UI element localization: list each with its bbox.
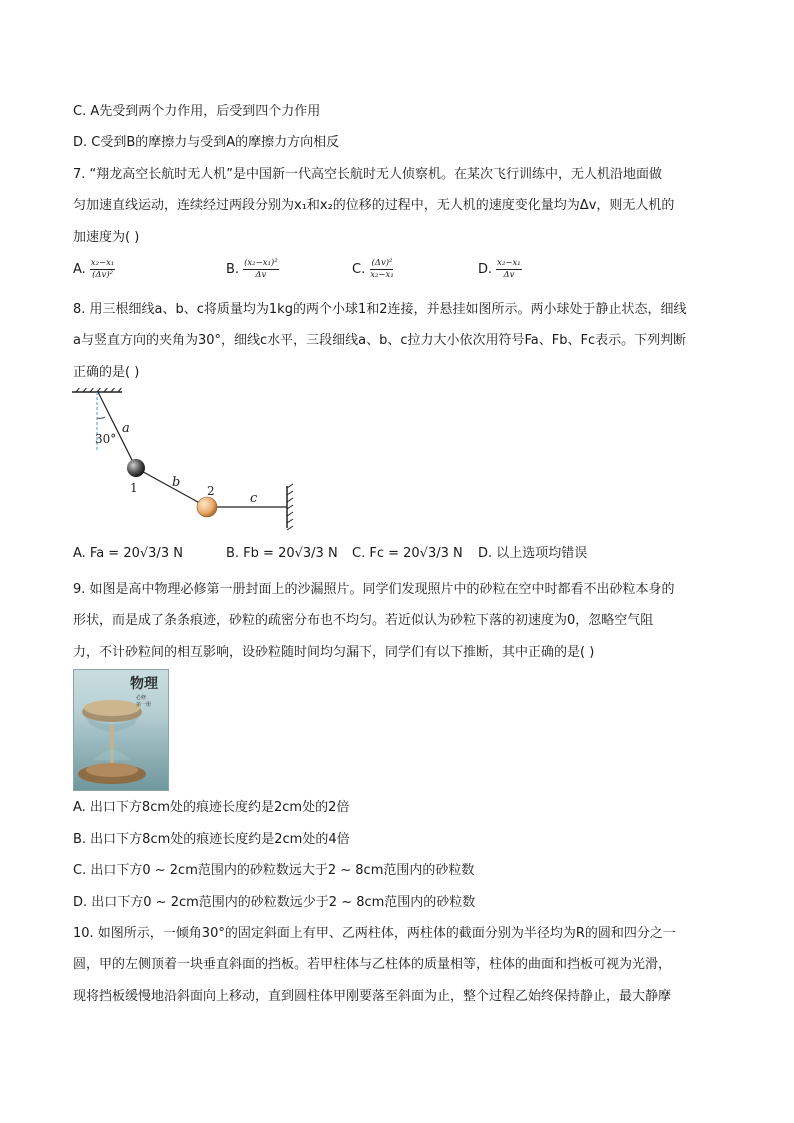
wall-hatch <box>287 484 293 530</box>
q9-stem-line1: 9. 如图是高中物理必修第一册封面上的沙漏照片。同学们发现照片中的砂粒在空中时都看不出砂粒本身的 <box>73 582 675 597</box>
label-a: a <box>122 421 130 436</box>
cover-title: 物理 <box>130 676 158 692</box>
q8-stem-line1: 8. 用三根细线a、b、c将质量均为1kg的两个小球1和2连接，并悬挂如图所示。两小球处于静止状态，细线 <box>73 302 687 317</box>
q7-option-c-fraction <box>369 258 395 281</box>
q7-option-b-label: B. <box>226 262 240 277</box>
q8-option-b: B. Fb = 20√3/3 N <box>226 546 338 561</box>
q8-option-d: D. 以上选项均错误 <box>478 546 588 561</box>
physics-book-cover-image <box>73 669 169 791</box>
q8-option-c: C. Fc = 20√3/3 N <box>352 546 463 561</box>
q7-option-d <box>478 258 522 281</box>
q9-option-b: B. 出口下方8cm处的痕迹长度约是2cm处的4倍 <box>73 832 350 847</box>
q9-stem-line3: 力，不计砂粒间的相互影响，设砂粒随时间均匀漏下，同学们有以下推断，其中正确的是( ) <box>73 645 595 660</box>
q7-stem-line2: 匀加速直线运动，连续经过两段分别为x₁和x₂的位移的过程中，无人机的速度变化量均为Δv，则无人机的 <box>73 198 675 213</box>
q7-option-c-den: x₂−x₁ <box>370 270 394 280</box>
q7-option-b <box>226 258 279 281</box>
q7-option-a-den: (Δv)² <box>92 270 114 280</box>
q9-option-c: C. 出口下方0 ~ 2cm范围内的砂粒数远大于2 ~ 8cm范围内的砂粒数 <box>73 863 475 878</box>
q9-option-a: A. 出口下方8cm处的痕迹长度约是2cm处的2倍 <box>73 800 350 815</box>
q7-option-b-den: Δv <box>255 270 267 280</box>
q7-option-a-label: A. <box>73 262 86 277</box>
q10-stem-line3: 现将挡板缓慢地沿斜面向上移动，直到圆柱体甲刚要落至斜面为止，整个过程乙始终保持静止，最大静摩 <box>73 989 672 1004</box>
q8-option-a: A. Fa = 20√3/3 N <box>73 546 183 561</box>
q9-stem-line2: 形状，而是成了条条痕迹，砂粒的疏密分布也不均匀。若近似认为砂粒下落的初速度为0，忽略空气阻 <box>73 613 654 628</box>
label-b: b <box>172 475 181 490</box>
q6-option-c: C. A先受到两个力作用，后受到四个力作用 <box>73 104 321 119</box>
q10-stem-line1: 10. 如图所示，一倾角30°的固定斜面上有甲、乙两柱体，两柱体的截面分别为半径均为R的圆和四分之一 <box>73 926 676 941</box>
angle-label: 30° <box>95 432 117 446</box>
label-c: c <box>250 491 258 506</box>
q7-option-b-fraction <box>243 258 279 281</box>
q8-figure <box>70 388 310 533</box>
ball-2 <box>197 497 217 517</box>
q8-stem-line2: a与竖直方向的夹角为30°，细线c水平，三段细线a、b、c拉力大小依次用符号Fa、Fb、Fc表示。下列判断 <box>73 333 687 348</box>
ball-1-label: 1 <box>130 481 138 495</box>
q7-option-d-den: Δv <box>503 270 515 280</box>
q7-option-d-num: x₂−x₁ <box>497 258 521 268</box>
ball-2-label: 2 <box>207 484 215 498</box>
q7-option-d-label: D. <box>478 262 493 277</box>
q7-option-b-num: (x₂−x₁)² <box>244 258 278 268</box>
ceiling-hatch <box>72 388 123 392</box>
q7-option-c-num: (Δv)² <box>371 258 393 268</box>
q7-stem-line3: 加速度为( ) <box>73 230 140 245</box>
q7-option-a-fraction <box>90 258 116 281</box>
q7-stem-line1: 7. “翔龙高空长航时无人机”是中国新一代高空长航时无人侦察机。在某次飞行训练中，无人机沿地面做 <box>73 167 663 182</box>
cover-subtitle: 必修 <box>136 695 147 701</box>
q7-option-c-label: C. <box>352 262 366 277</box>
ball-1 <box>127 459 145 477</box>
q7-option-d-fraction <box>496 258 522 281</box>
string-a <box>98 392 136 468</box>
q7-option-a-num: x₂−x₁ <box>90 258 115 268</box>
q7-option-c <box>352 258 395 281</box>
q9-option-d: D. 出口下方0 ~ 2cm范围内的砂粒数远少于2 ~ 8cm范围内的砂粒数 <box>73 895 476 910</box>
angle-arc <box>97 417 105 418</box>
cover-volume: 第一册 <box>136 702 152 708</box>
q6-option-d: D. C受到B的摩擦力与受到A的摩擦力方向相反 <box>73 135 340 150</box>
q8-stem-line3: 正确的是( ) <box>73 365 140 380</box>
q7-option-a <box>73 258 115 281</box>
q10-stem-line2: 圆，甲的左侧顶着一块垂直斜面的挡板。若甲柱体与乙柱体的质量相等，柱体的曲面和挡板可视为光滑， <box>73 957 672 972</box>
